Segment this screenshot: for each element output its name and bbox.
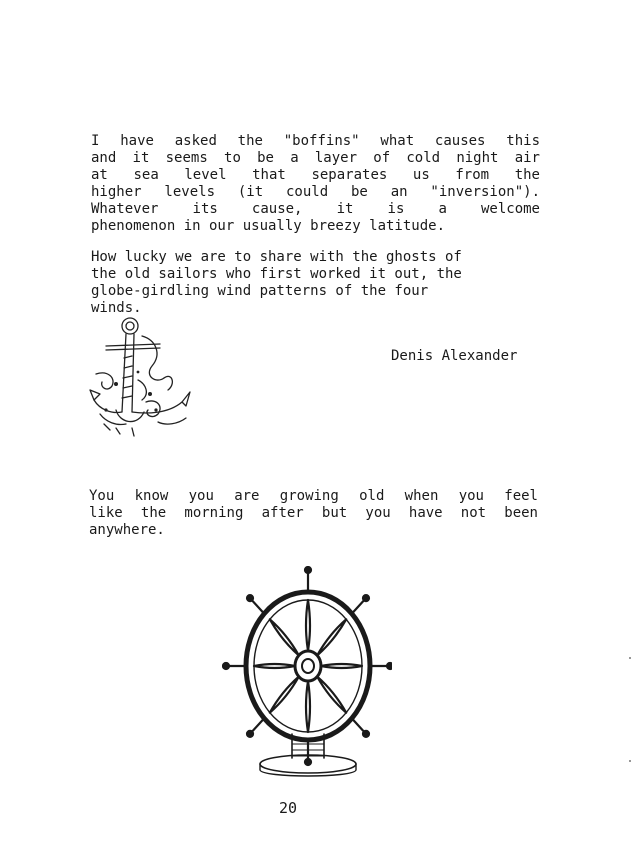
wheel-handle-knob bbox=[305, 567, 311, 573]
text-line: like the morning after but you have not been bbox=[89, 505, 538, 521]
paragraph-boffins bbox=[91, 133, 540, 235]
wheel-handle-knob bbox=[363, 595, 369, 601]
wheel-spoke bbox=[270, 677, 299, 713]
wheel-handle-knob bbox=[247, 595, 253, 601]
text-line: at sea level that separates us from the bbox=[91, 167, 540, 183]
text-line: Whatever its cause, it is a welcome bbox=[91, 201, 540, 217]
wheel-spoke bbox=[317, 677, 346, 713]
author-signature: Denis Alexander bbox=[391, 348, 518, 364]
paragraph-growing-old bbox=[89, 488, 538, 539]
text-line: globe-girdling wind patterns of the four bbox=[91, 283, 429, 299]
text-line: winds. bbox=[91, 300, 142, 316]
wheel-spoke bbox=[306, 681, 310, 732]
ships-wheel-illustration bbox=[222, 566, 392, 781]
text-line: the old sailors who first worked it out, the bbox=[91, 266, 462, 282]
text-line: higher levels (it could be an "inversion"). bbox=[91, 184, 540, 200]
wheel-handle-knob bbox=[363, 731, 369, 737]
text-line: phenomenon in our usually breezy latitude. bbox=[91, 218, 446, 234]
text-line: and it seems to be a layer of cold night air bbox=[91, 150, 540, 166]
wheel-handle-knob bbox=[305, 759, 311, 765]
wheel-handle-knob bbox=[387, 663, 392, 669]
text-line: I have asked the "boffins" what causes this bbox=[91, 133, 540, 149]
wheel-spoke bbox=[270, 619, 299, 655]
text-line: How lucky we are to share with the ghosts of bbox=[91, 249, 462, 265]
wheel-spoke bbox=[321, 664, 362, 668]
anchor-illustration bbox=[86, 314, 198, 440]
text-line: You know you are growing old when you feel bbox=[89, 488, 538, 504]
page-number: 20 bbox=[279, 799, 298, 817]
wheel-spoke bbox=[306, 600, 310, 651]
wheel-spoke bbox=[317, 619, 346, 655]
wheel-handle-knob bbox=[247, 731, 253, 737]
paragraph-ghosts bbox=[91, 249, 536, 317]
wheel-handle-knob bbox=[223, 663, 229, 669]
scan-speck bbox=[629, 657, 631, 659]
text-line: anywhere. bbox=[89, 522, 165, 538]
scan-speck bbox=[629, 760, 631, 762]
wheel-spoke bbox=[254, 664, 295, 668]
